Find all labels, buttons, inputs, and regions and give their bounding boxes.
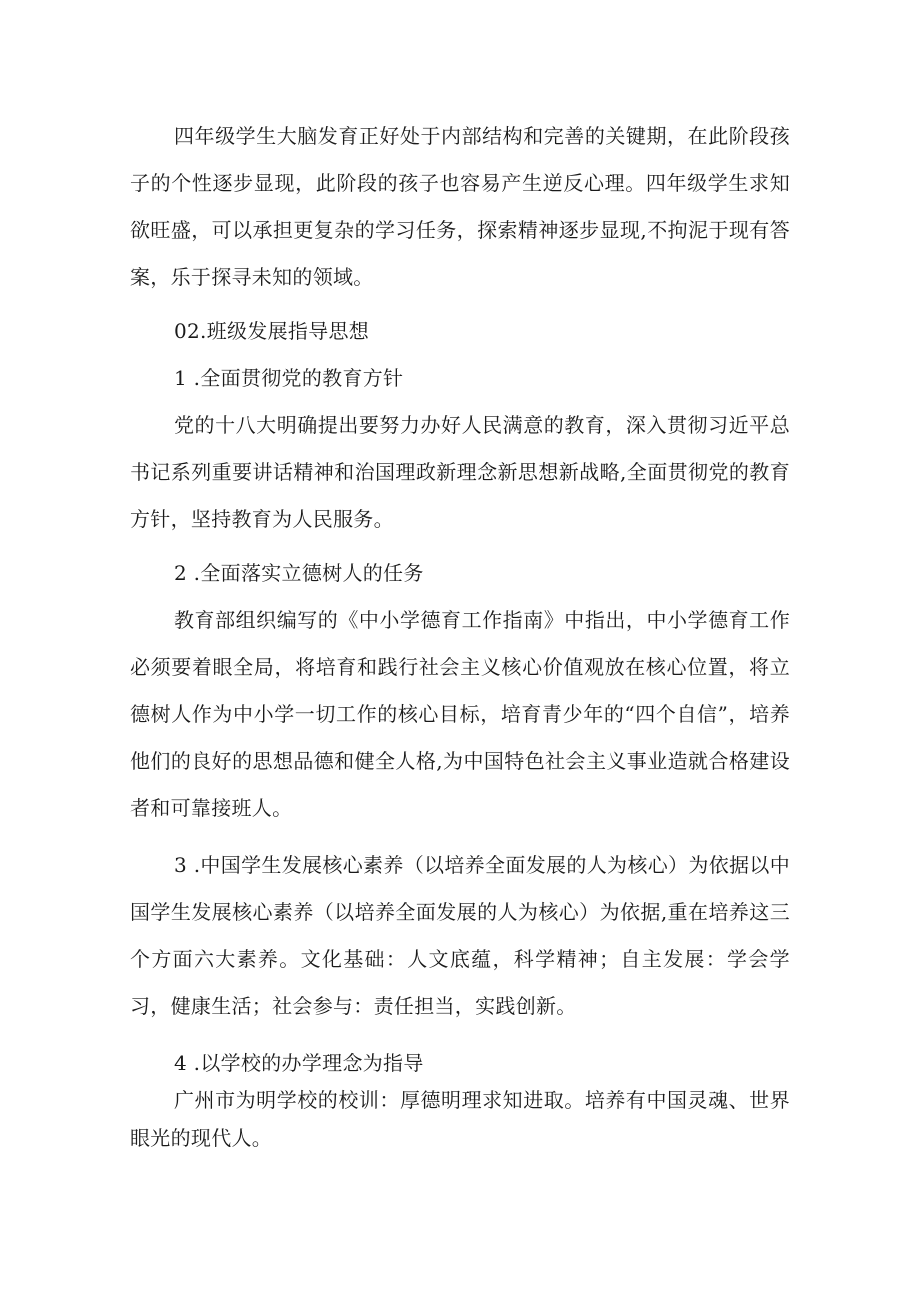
document-body: [130, 113, 790, 1157]
subheading-school-philosophy: 4 .以学校的办学理念为指导: [174, 1051, 424, 1075]
paragraph-core-competencies: 3 .中国学生发展核心素养（以培养全面发展的人为核心）为依据以中国学生发展核心素养（以培养全面发展的人为核心）为依据,重在培养这三个方面六大素养。文化基础：人文底蕴，科学精神；自主发展：学会学习，健康生活；社会参与：责任担当，实践创新。: [130, 853, 790, 1018]
paragraph-student-development: 四年级学生大脑发育正好处于内部结构和完善的关键期，在此阶段孩子的个性逐步显现，此阶段的孩子也容易产生逆反心理。四年级学生求知欲旺盛，可以承担更复杂的学习任务，探索精神逐步显现,不拘泥于现有答案，乐于探寻未知的领域。: [130, 124, 790, 289]
paragraph-school-motto: 广州市为明学校的校训：厚德明理求知进取。培养有中国灵魂、世界眼光的现代人。: [130, 1088, 790, 1150]
subheading-education-policy: 1 .全面贯彻党的教育方针: [174, 366, 404, 390]
paragraph-moral-education-guide: 教育部组织编写的《中小学德育工作指南》中指出，中小学德育工作必须要着眼全局，将培育和践行社会主义核心价值观放在核心位置，将立德树人作为中小学一切工作的核心目标，培育青少年的“四个自信”，培养他们的良好的思想品德和健全人格,为中国特色社会主义事业造就合格建设者和可靠接班人。: [130, 608, 790, 820]
paragraph-education-policy: 党的十八大明确提出要努力办好人民满意的教育，深入贯彻习近平总书记系列重要讲话精神和治国理政新理念新思想新战略,全面贯彻党的教育方针，坚持教育为人民服务。: [130, 413, 790, 531]
section-heading-class-guiding-ideology: 02.班级发展指导思想: [174, 319, 370, 343]
subheading-moral-education-task: 2 .全面落实立德树人的任务: [174, 561, 424, 585]
